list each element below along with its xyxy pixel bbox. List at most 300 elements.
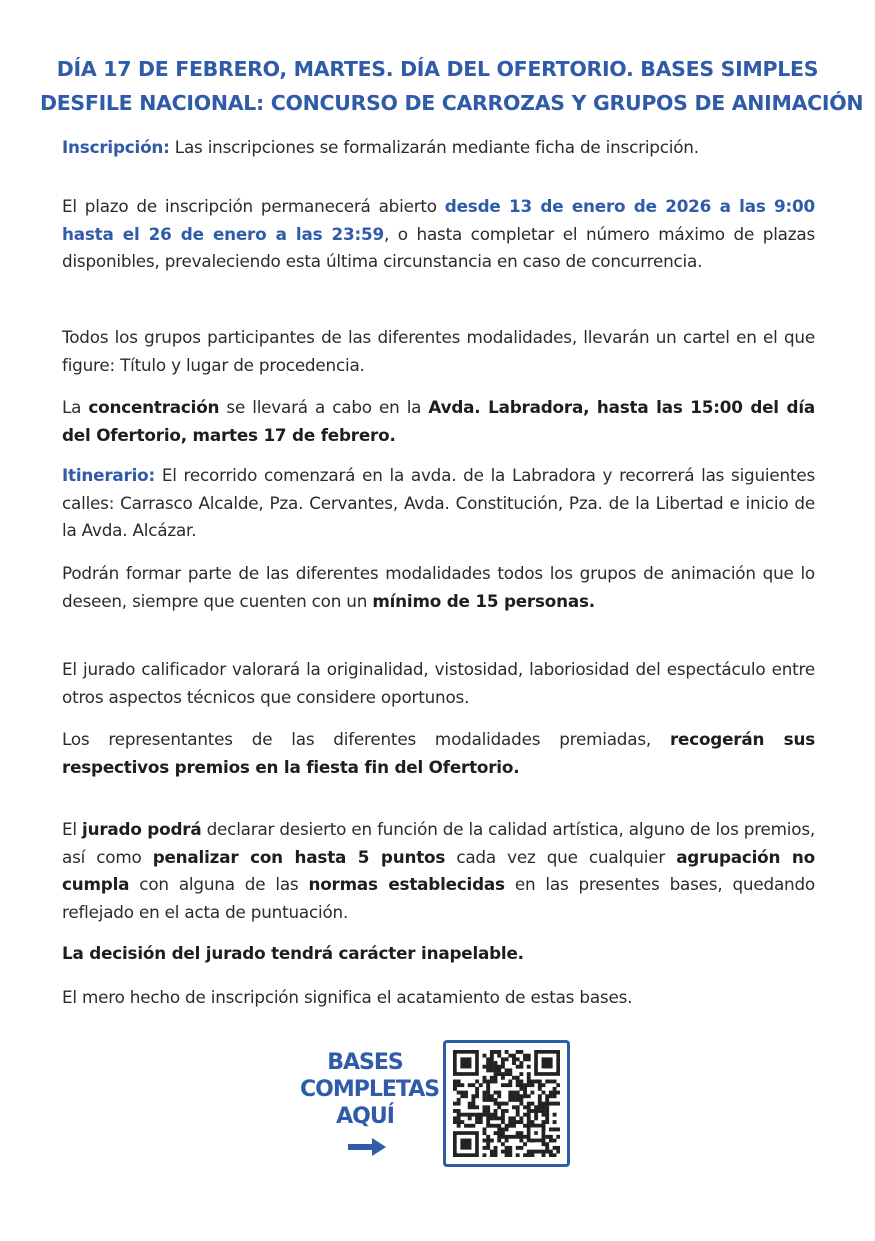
- qr-module: [501, 1113, 505, 1117]
- qr-module: [512, 1098, 516, 1102]
- qr-module: [471, 1113, 475, 1117]
- qr-module: [460, 1120, 464, 1124]
- qr-module: [457, 1120, 461, 1124]
- qr-module: [519, 1061, 523, 1065]
- qr-module: [508, 1153, 512, 1157]
- penal-text-c: declarar desierto en función de la calidad artística, alguno de los premios, así como: [62, 819, 816, 867]
- qr-module: [490, 1061, 494, 1065]
- qr-module: [553, 1113, 557, 1117]
- qr-finder-core: [460, 1139, 471, 1150]
- qr-module: [505, 1146, 509, 1150]
- qr-module: [527, 1072, 531, 1076]
- qr-module: [457, 1098, 461, 1102]
- qr-module: [549, 1127, 553, 1131]
- qr-module: [516, 1098, 520, 1102]
- qr-module: [542, 1142, 546, 1146]
- qr-module: [523, 1113, 527, 1117]
- qr-module: [519, 1139, 523, 1143]
- qr-module: [542, 1150, 546, 1154]
- premios-text: Los representantes de las diferentes modalidades premiadas,: [62, 729, 670, 749]
- paragraph-cartel: [62, 324, 815, 379]
- qr-module: [468, 1113, 472, 1117]
- qr-module: [556, 1150, 560, 1154]
- qr-module: [516, 1146, 520, 1150]
- qr-module: [486, 1113, 490, 1117]
- qr-module: [486, 1091, 490, 1095]
- penal-text-a: El: [62, 819, 83, 839]
- qr-module: [538, 1109, 542, 1113]
- itinerario-text: El recorrido comenzará en la avda. de la Labradora y recorrerá las siguientes calles: Carrasco Alcalde, Pza. Cervantes, Avda. Constitución, Pza. de la Libertad e inicio de la Avda. Alcázar.: [62, 465, 815, 540]
- qr-code-icon: [453, 1050, 560, 1157]
- qr-module: [497, 1094, 501, 1098]
- qr-module: [516, 1050, 520, 1054]
- qr-module: [553, 1102, 557, 1106]
- qr-module: [512, 1124, 516, 1128]
- qr-module: [490, 1080, 494, 1084]
- qr-module: [545, 1113, 549, 1117]
- concentracion-text-c: se llevará a cabo en la: [219, 397, 429, 417]
- qr-module: [460, 1083, 464, 1087]
- qr-module: [519, 1087, 523, 1091]
- qr-module: [475, 1080, 479, 1084]
- qr-module: [457, 1124, 461, 1128]
- qr-module: [479, 1116, 483, 1120]
- qr-module: [527, 1083, 531, 1087]
- inapelable-text: La decisión del jurado tendrá carácter inapelable.: [62, 943, 524, 963]
- qr-label-line-2: COMPLETAS: [300, 1077, 440, 1102]
- qr-module: [516, 1105, 520, 1109]
- qr-module: [512, 1091, 516, 1095]
- qr-module: [468, 1083, 472, 1087]
- qr-module: [490, 1150, 494, 1154]
- qr-module: [508, 1116, 512, 1120]
- qr-module: [494, 1050, 498, 1054]
- qr-module: [516, 1080, 520, 1084]
- qr-module: [545, 1135, 549, 1139]
- qr-module: [501, 1102, 505, 1106]
- qr-module: [538, 1087, 542, 1091]
- qr-module: [486, 1109, 490, 1113]
- qr-module: [457, 1113, 461, 1117]
- qr-module: [516, 1153, 520, 1157]
- qr-module: [497, 1065, 501, 1069]
- qr-module: [494, 1109, 498, 1113]
- qr-module: [556, 1083, 560, 1087]
- qr-module: [549, 1102, 553, 1106]
- qr-module: [483, 1080, 487, 1084]
- qr-module: [486, 1068, 490, 1072]
- qr-module: [460, 1094, 464, 1098]
- qr-module: [534, 1113, 538, 1117]
- qr-module: [501, 1116, 505, 1120]
- qr-module: [519, 1131, 523, 1135]
- qr-module: [505, 1150, 509, 1154]
- qr-code[interactable]: [443, 1040, 570, 1167]
- qr-module: [538, 1102, 542, 1106]
- qr-module: [483, 1146, 487, 1150]
- qr-module: [538, 1150, 542, 1154]
- qr-module: [512, 1120, 516, 1124]
- qr-module: [471, 1083, 475, 1087]
- qr-module: [501, 1131, 505, 1135]
- qr-module: [486, 1120, 490, 1124]
- qr-module: [486, 1080, 490, 1084]
- qr-module: [523, 1153, 527, 1157]
- qr-module: [505, 1072, 509, 1076]
- qr-module: [519, 1083, 523, 1087]
- qr-module: [542, 1153, 546, 1157]
- qr-module: [538, 1094, 542, 1098]
- qr-module: [483, 1127, 487, 1131]
- qr-label: [300, 1049, 440, 1130]
- qr-module: [534, 1105, 538, 1109]
- qr-module: [468, 1116, 472, 1120]
- qr-module: [471, 1098, 475, 1102]
- qr-module: [516, 1065, 520, 1069]
- qr-module: [508, 1091, 512, 1095]
- premios-recogida: recogerán sus respectivos premios en la fiesta fin del Ofertorio.: [62, 729, 815, 777]
- qr-module: [490, 1068, 494, 1072]
- qr-module: [549, 1150, 553, 1154]
- qr-module: [457, 1109, 461, 1113]
- qr-module: [453, 1087, 457, 1091]
- qr-module: [505, 1124, 509, 1128]
- qr-module: [523, 1054, 527, 1058]
- qr-module: [545, 1150, 549, 1154]
- qr-module: [516, 1135, 520, 1139]
- qr-module: [494, 1150, 498, 1154]
- qr-module: [460, 1091, 464, 1095]
- paragraph-jurado-criterios: [62, 656, 815, 711]
- qr-module: [497, 1139, 501, 1143]
- qr-module: [527, 1076, 531, 1080]
- qr-module: [457, 1080, 461, 1084]
- qr-module: [475, 1087, 479, 1091]
- qr-module: [508, 1094, 512, 1098]
- qr-module: [468, 1124, 472, 1128]
- qr-module: [483, 1094, 487, 1098]
- qr-module: [494, 1076, 498, 1080]
- qr-module: [545, 1080, 549, 1084]
- qr-module: [494, 1091, 498, 1095]
- qr-module: [494, 1068, 498, 1072]
- qr-module: [545, 1102, 549, 1106]
- qr-module: [505, 1057, 509, 1061]
- qr-module: [475, 1116, 479, 1120]
- qr-module: [464, 1094, 468, 1098]
- qr-module: [475, 1094, 479, 1098]
- qr-module: [479, 1120, 483, 1124]
- qr-module: [501, 1150, 505, 1154]
- qr-module: [527, 1057, 531, 1061]
- qr-module: [508, 1098, 512, 1102]
- qr-module: [457, 1116, 461, 1120]
- qr-module: [494, 1124, 498, 1128]
- qr-module: [549, 1135, 553, 1139]
- qr-module: [553, 1146, 557, 1150]
- plazo-text-a: El plazo de inscripción permanecerá abierto: [62, 196, 445, 216]
- qr-module: [486, 1098, 490, 1102]
- qr-module: [519, 1146, 523, 1150]
- qr-module: [542, 1091, 546, 1095]
- qr-module: [479, 1113, 483, 1117]
- qr-module: [553, 1120, 557, 1124]
- qr-module: [494, 1153, 498, 1157]
- qr-module: [494, 1116, 498, 1120]
- qr-module: [545, 1120, 549, 1124]
- qr-module: [486, 1139, 490, 1143]
- qr-module: [490, 1116, 494, 1120]
- qr-module: [497, 1091, 501, 1095]
- qr-module: [508, 1146, 512, 1150]
- qr-module: [501, 1076, 505, 1080]
- qr-module: [523, 1094, 527, 1098]
- concentracion-place-time: Avda. Labradora, hasta las 15:00 del día del Ofertorio, martes 17 de febrero.: [62, 397, 815, 445]
- qr-module: [523, 1091, 527, 1095]
- paragraph-concentracion: [62, 394, 815, 449]
- qr-module: [530, 1091, 534, 1095]
- page-title-line-2: DESFILE NACIONAL: CONCURSO DE CARROZAS Y GRUPOS DE ANIMACIÓN: [40, 91, 864, 115]
- qr-module: [486, 1135, 490, 1139]
- qr-module: [542, 1083, 546, 1087]
- qr-module: [516, 1094, 520, 1098]
- qr-module: [486, 1116, 490, 1120]
- qr-module: [527, 1102, 531, 1106]
- qr-module: [497, 1102, 501, 1106]
- qr-module: [471, 1102, 475, 1106]
- qr-module: [556, 1146, 560, 1150]
- qr-module: [471, 1094, 475, 1098]
- qr-module: [494, 1113, 498, 1117]
- qr-module: [512, 1054, 516, 1058]
- qr-module: [501, 1083, 505, 1087]
- qr-module: [538, 1098, 542, 1102]
- qr-module: [508, 1120, 512, 1124]
- qr-module: [530, 1150, 534, 1154]
- qr-module: [530, 1080, 534, 1084]
- qr-module: [501, 1127, 505, 1131]
- qr-module: [512, 1105, 516, 1109]
- qr-module: [497, 1124, 501, 1128]
- qr-align-core: [534, 1131, 538, 1135]
- qr-module: [530, 1109, 534, 1113]
- qr-module: [545, 1146, 549, 1150]
- qr-label-line-3: AQUÍ: [336, 1104, 394, 1129]
- qr-module: [508, 1054, 512, 1058]
- qr-module: [483, 1098, 487, 1102]
- qr-module: [483, 1113, 487, 1117]
- qr-module: [534, 1080, 538, 1084]
- qr-module: [501, 1135, 505, 1139]
- qr-module: [516, 1057, 520, 1061]
- qr-module: [486, 1124, 490, 1128]
- qr-module: [457, 1091, 461, 1095]
- qr-module: [497, 1105, 501, 1109]
- qr-module: [505, 1127, 509, 1131]
- qr-module: [483, 1139, 487, 1143]
- qr-module: [497, 1127, 501, 1131]
- qr-module: [508, 1080, 512, 1084]
- qr-module: [519, 1120, 523, 1124]
- qr-module: [497, 1050, 501, 1054]
- arrow-right-icon: [348, 1138, 386, 1160]
- qr-module: [512, 1135, 516, 1139]
- qr-module: [505, 1068, 509, 1072]
- qr-module: [483, 1065, 487, 1069]
- qr-module: [475, 1120, 479, 1124]
- qr-module: [523, 1142, 527, 1146]
- qr-module: [512, 1061, 516, 1065]
- qr-module: [553, 1094, 557, 1098]
- qr-module: [501, 1061, 505, 1065]
- qr-module: [527, 1054, 531, 1058]
- qr-module: [516, 1091, 520, 1095]
- qr-module: [486, 1094, 490, 1098]
- qr-module: [494, 1061, 498, 1065]
- qr-module: [523, 1135, 527, 1139]
- qr-module: [553, 1127, 557, 1131]
- qr-module: [516, 1083, 520, 1087]
- qr-module: [556, 1135, 560, 1139]
- qr-module: [468, 1105, 472, 1109]
- paragraph-premios: [62, 726, 815, 781]
- qr-module: [486, 1057, 490, 1061]
- qr-module: [486, 1083, 490, 1087]
- qr-module: [512, 1057, 516, 1061]
- qr-module: [468, 1102, 472, 1106]
- qr-module: [490, 1098, 494, 1102]
- qr-module: [527, 1120, 531, 1124]
- qr-module: [471, 1124, 475, 1128]
- qr-module: [505, 1050, 509, 1054]
- qr-module: [486, 1142, 490, 1146]
- label-inscripcion: Inscripción:: [62, 137, 170, 157]
- qr-module: [527, 1109, 531, 1113]
- qr-module: [512, 1094, 516, 1098]
- qr-module: [527, 1113, 531, 1117]
- qr-module: [542, 1102, 546, 1106]
- qr-module: [497, 1116, 501, 1120]
- label-itinerario: Itinerario:: [62, 465, 156, 485]
- qr-module: [501, 1057, 505, 1061]
- concentracion-text-a: La: [62, 397, 89, 417]
- qr-module: [530, 1153, 534, 1157]
- qr-module: [527, 1105, 531, 1109]
- qr-module: [516, 1113, 520, 1117]
- qr-module: [523, 1087, 527, 1091]
- qr-finder-core: [460, 1057, 471, 1068]
- qr-module: [542, 1109, 546, 1113]
- qr-module: [483, 1076, 487, 1080]
- qr-module: [453, 1102, 457, 1106]
- qr-module: [464, 1113, 468, 1117]
- qr-module: [490, 1076, 494, 1080]
- qr-module: [545, 1109, 549, 1113]
- qr-module: [527, 1080, 531, 1084]
- cartel-text: Todos los grupos participantes de las diferentes modalidades, llevarán un cartel en el que figure: Título y lugar de procedencia.: [62, 327, 815, 375]
- qr-module: [519, 1135, 523, 1139]
- qr-module: [553, 1080, 557, 1084]
- qr-module: [516, 1131, 520, 1135]
- paragraph-inapelable: [62, 940, 815, 968]
- concentracion-label: concentración: [88, 397, 220, 417]
- qr-module: [508, 1083, 512, 1087]
- qr-module: [508, 1068, 512, 1072]
- qr-module: [483, 1153, 487, 1157]
- qr-module: [490, 1050, 494, 1054]
- qr-module: [494, 1080, 498, 1084]
- qr-module: [553, 1153, 557, 1157]
- qr-module: [501, 1065, 505, 1069]
- penal-agrupacion: agrupación no cumpla: [62, 846, 815, 894]
- qr-module: [490, 1113, 494, 1117]
- qr-module: [501, 1142, 505, 1146]
- qr-module: [494, 1065, 498, 1069]
- paragraph-plazo: [62, 193, 815, 276]
- qr-module: [519, 1116, 523, 1120]
- qr-module: [545, 1116, 549, 1120]
- qr-module: [542, 1113, 546, 1117]
- qr-module: [553, 1091, 557, 1095]
- qr-module: [505, 1135, 509, 1139]
- qr-module: [508, 1150, 512, 1154]
- qr-module: [501, 1120, 505, 1124]
- qr-module: [460, 1113, 464, 1117]
- qr-module: [549, 1094, 553, 1098]
- qr-module: [549, 1080, 553, 1084]
- qr-finder-core: [542, 1057, 553, 1068]
- qr-module: [497, 1072, 501, 1076]
- qr-module: [494, 1131, 498, 1135]
- qr-module: [553, 1139, 557, 1143]
- plazo-text-c: , o hasta completar el número máximo de plazas disponibles, prevaleciendo esta última circunstancia en caso de concurrencia.: [62, 223, 815, 271]
- qr-module: [527, 1153, 531, 1157]
- page-title-line-1: DÍA 17 DE FEBRERO, MARTES. DÍA DEL OFERTORIO. BASES SIMPLES: [56, 57, 819, 81]
- qr-module: [497, 1135, 501, 1139]
- qr-module: [538, 1083, 542, 1087]
- qr-module: [490, 1094, 494, 1098]
- qr-module: [549, 1139, 553, 1143]
- qr-module: [475, 1105, 479, 1109]
- qr-module: [479, 1083, 483, 1087]
- qr-module: [505, 1153, 509, 1157]
- text-inscripcion: Las inscripciones se formalizarán mediante ficha de inscripción.: [169, 137, 699, 157]
- qr-module: [486, 1061, 490, 1065]
- qr-module: [483, 1105, 487, 1109]
- qr-module: [453, 1109, 457, 1113]
- qr-module: [542, 1105, 546, 1109]
- paragraph-inscripcion: [62, 134, 815, 162]
- qr-module: [508, 1124, 512, 1128]
- qr-module: [556, 1102, 560, 1106]
- acatamiento-text: El mero hecho de inscripción significa el acatamiento de estas bases.: [62, 987, 633, 1007]
- qr-module: [553, 1087, 557, 1091]
- qr-module: [534, 1116, 538, 1120]
- qr-module: [508, 1135, 512, 1139]
- qr-module: [494, 1102, 498, 1106]
- penal-jurado-podra: jurado podrá: [82, 819, 202, 839]
- paragraph-acatamiento: [62, 984, 815, 1012]
- qr-module: [471, 1105, 475, 1109]
- qr-module: [523, 1083, 527, 1087]
- qr-module: [512, 1116, 516, 1120]
- qr-module: [497, 1068, 501, 1072]
- qr-module: [490, 1153, 494, 1157]
- qr-module: [519, 1080, 523, 1084]
- qr-module: [453, 1120, 457, 1124]
- qr-label-line-1: BASES: [327, 1050, 403, 1075]
- qr-module: [516, 1120, 520, 1124]
